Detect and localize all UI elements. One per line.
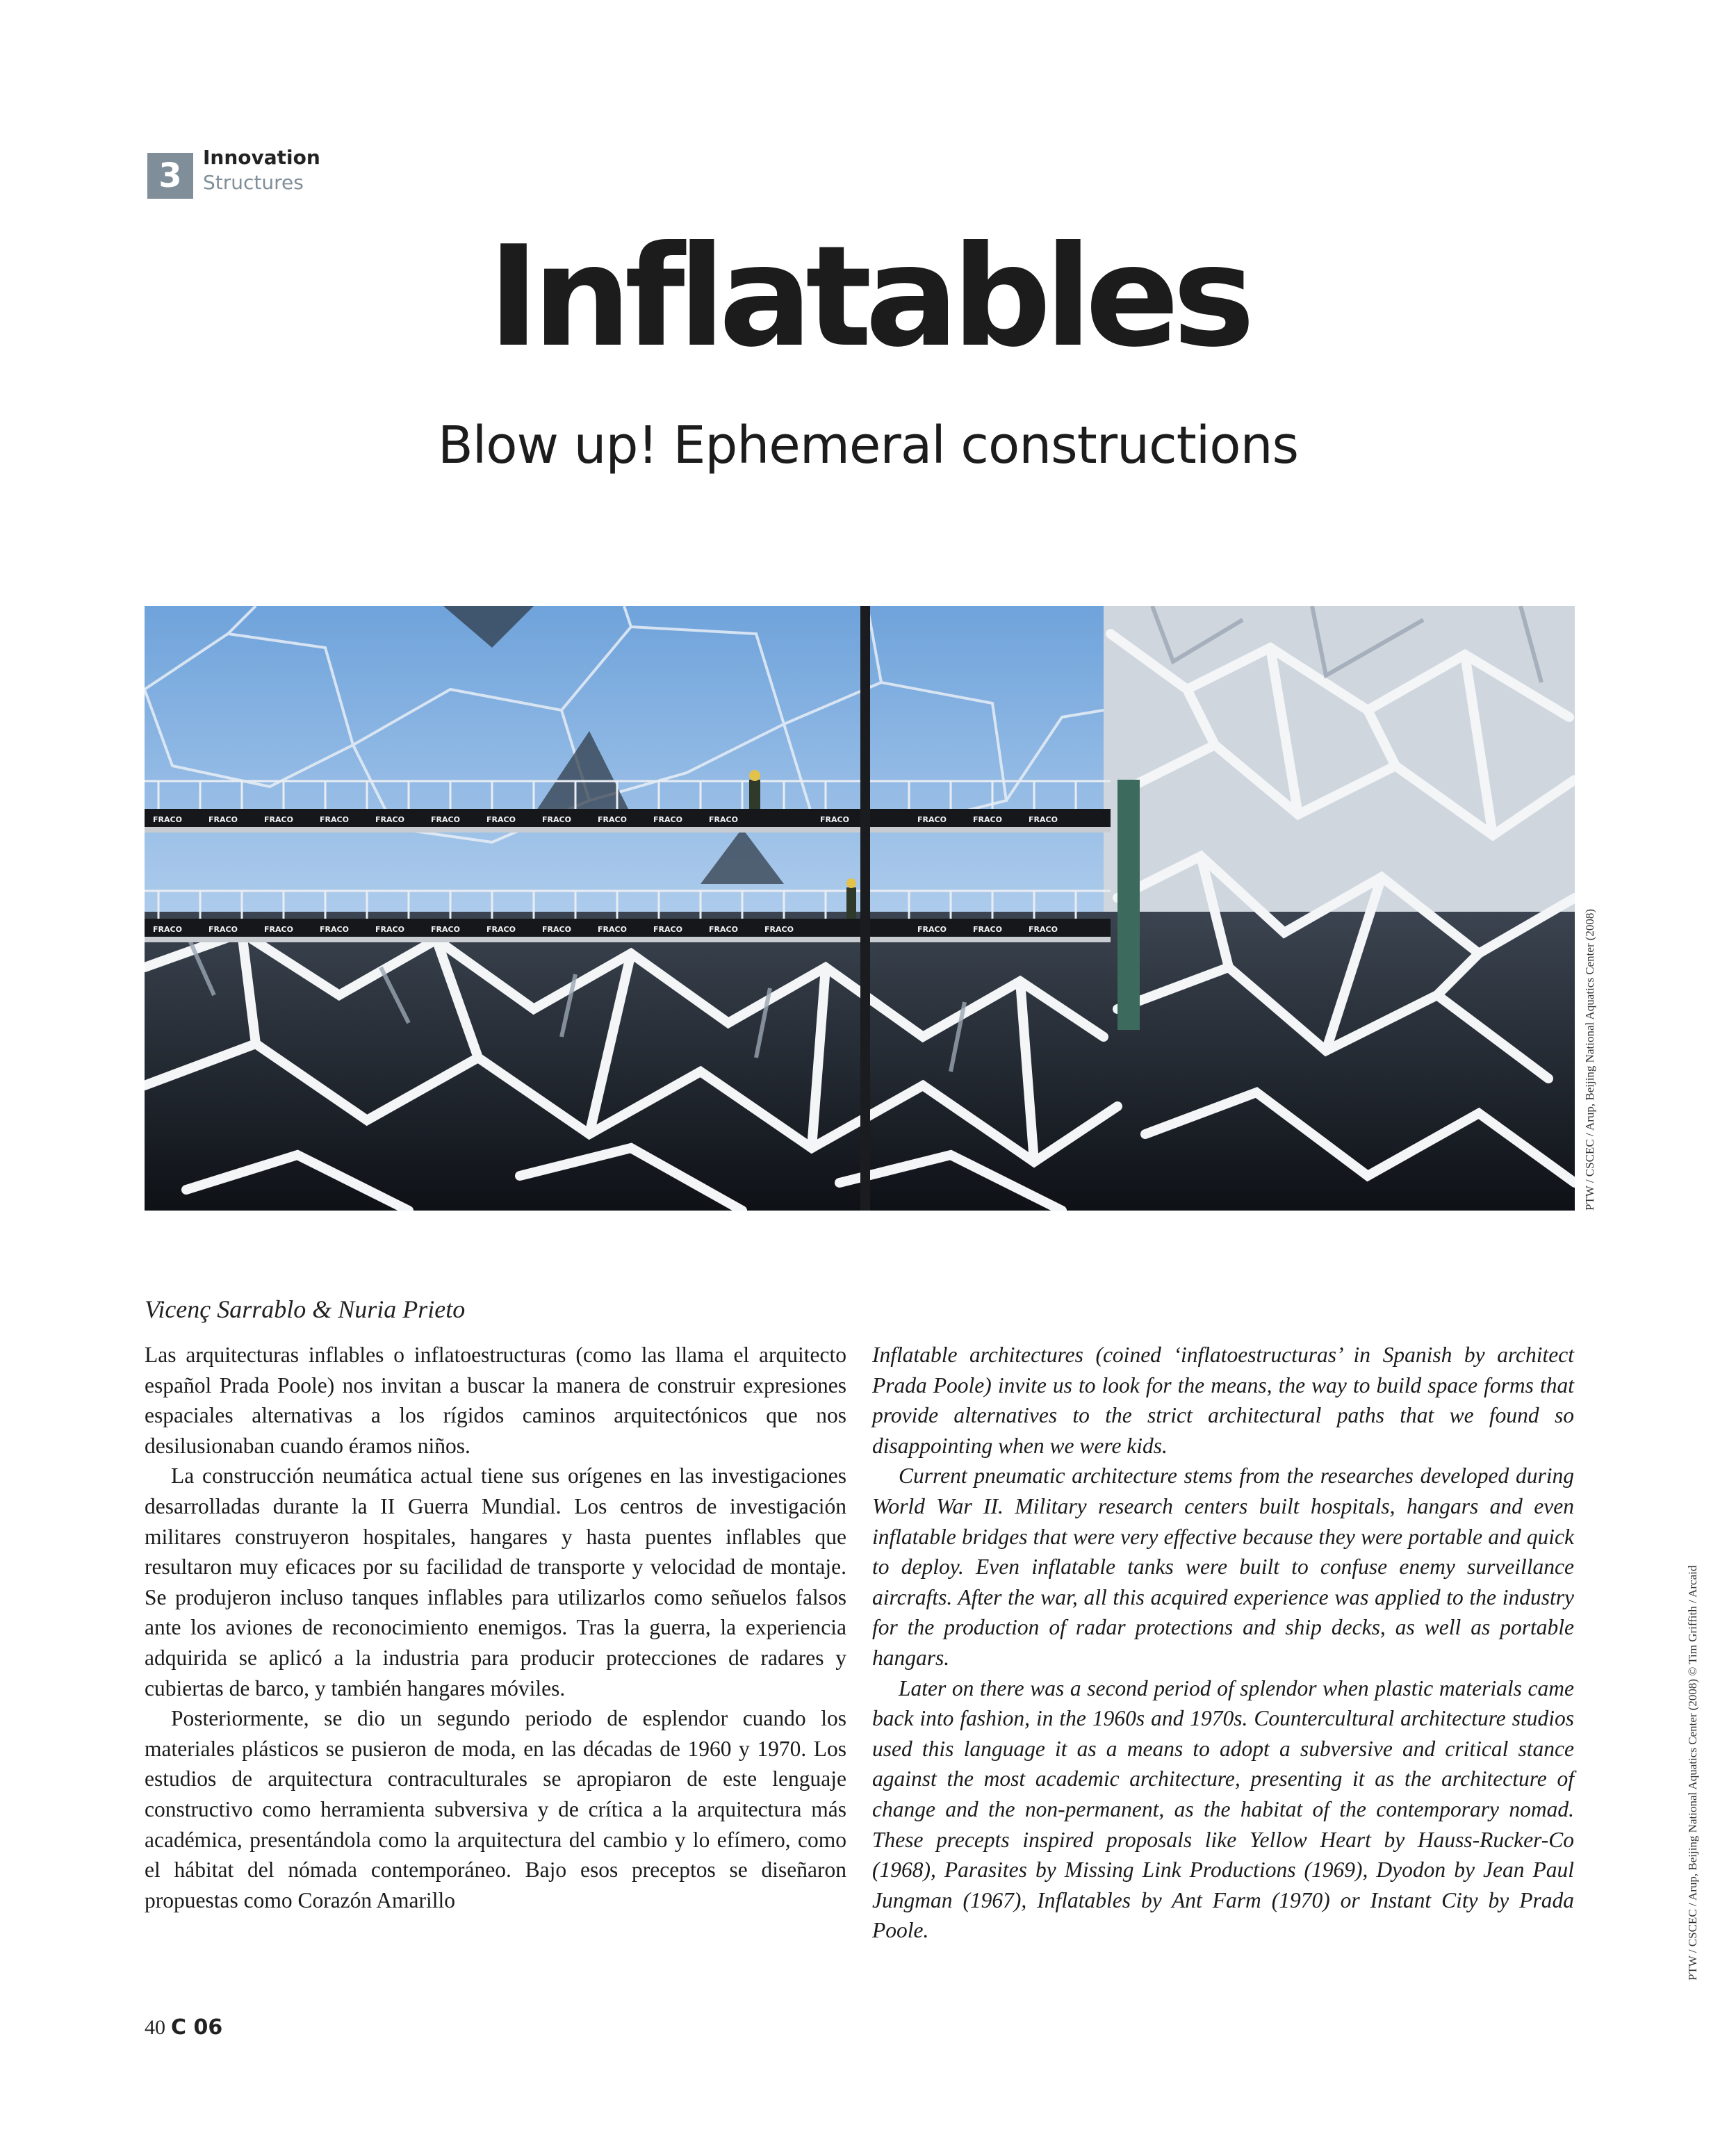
side-credit: PTW / CSCEC / Arup, Beijing National Aquatics Center (2008) © Tim Griffith / Arcaid — [1686, 1565, 1699, 1981]
scaffold-label: FRACO — [917, 815, 947, 824]
scaffold-label: FRACO — [1029, 815, 1058, 824]
scaffold-label: FRACO — [486, 815, 516, 824]
scaffold-label: FRACO — [320, 925, 349, 934]
scaffold-label: FRACO — [973, 925, 1002, 934]
english-column — [872, 1340, 1574, 1946]
scaffold-label: FRACO — [375, 925, 404, 934]
spanish-paragraph: Posteriormente, se dio un segundo periodo de esplendor cuando los materiales plásticos se pusieron de moda, en las décadas de 1960 y 1970. Los estudios de arquitectura contraculturales se apropiaron de este lenguaje constructivo como herramienta subversiva y de crítica a la arquitectura más académica, presentándola como la arquitectura del cambio y lo efímero, como el hábitat del nómada contemporáneo. Bajo esos preceptos se diseñaron propuestas como Corazón Amarillo — [145, 1706, 846, 1912]
scaffold-label: FRACO — [653, 925, 682, 934]
scaffold-label: FRACO — [709, 925, 738, 934]
scaffold-label: FRACO — [709, 815, 738, 824]
page-subtitle: Blow up! Ephemeral constructions — [437, 416, 1299, 475]
scaffold-label: FRACO — [320, 815, 349, 824]
scaffold-label: FRACO — [653, 815, 682, 824]
photo-credit: PTW / CSCEC / Arup, Beijing National Aquatics Center (2008) — [1583, 908, 1596, 1211]
scaffold-label: FRACO — [375, 815, 404, 824]
scaffold-label: FRACO — [264, 815, 293, 824]
spanish-paragraph: Las arquitecturas inflables o inflatoestructuras (como las llama el arquitecto español Prada Poole) nos invitan a buscar la manera de construir expresiones espaciales alternativas a los rígidos caminos arquitectónicos que nos desilusionaban cuando éramos niños. — [145, 1343, 846, 1458]
page-footer — [145, 2015, 222, 2040]
scaffold-label: FRACO — [153, 815, 182, 824]
scaffold-label: FRACO — [208, 815, 238, 824]
section-label-innovation: Innovation — [203, 146, 320, 169]
spanish-column — [145, 1340, 846, 1915]
english-paragraph: Later on there was a second period of splendor when plastic materials came back into fashion, in the 1960s and 1970s. Countercultural architecture studios used this language it as a means to adopt a subversive and critical stance against the most academic architecture, presenting it as the architecture of change and the non-permanent, as the habitat of the contemporary nomad. These precepts inspired proposals like Yellow Heart by Hauss-Rucker-Co (1968), Parasites by Missing Link Productions (1969), Dyodon by Jean Paul Jungman (1967), Inflatables by Ant Farm (1970) or Instant City by Prada Poole. — [872, 1675, 1574, 1943]
scaffold-label: FRACO — [973, 815, 1002, 824]
magazine-code: C 06 — [171, 2015, 223, 2040]
hero-photo — [145, 606, 1575, 1211]
section-tag — [147, 146, 320, 197]
scaffold-label: FRACO — [264, 925, 293, 934]
scaffold-label: FRACO — [598, 815, 627, 824]
page-title: Inflatables — [487, 216, 1249, 378]
scaffold-label: FRACO — [542, 815, 571, 824]
scaffold-label: FRACO — [764, 925, 794, 934]
scaffold-label: FRACO — [598, 925, 627, 934]
section-number: 3 — [147, 153, 193, 199]
page-number: 40 — [145, 2016, 165, 2039]
spanish-paragraph: La construcción neumática actual tiene sus orígenes en las investigaciones desarrolladas durante la II Guerra Mundial. Los centros de investigación militares construyeron hospitales, hangares y hasta puentes inflables que resultaron muy eficaces por su facilidad de transporte y velocidad de montaje. Se produjeron incluso tanques inflables para utilizarlos como señuelos falsos ante los aviones de reconocimiento enemigos. Tras la guerra, la experiencia adquirida se aplicó a la industria para producir protecciones de radares y cubiertas de barco, y también hangares móviles. — [145, 1464, 846, 1700]
scaffold-label: FRACO — [153, 925, 182, 934]
english-paragraph: Current pneumatic architecture stems from the researches developed during World War II. Military research centers built hospitals, hangars and even inflatable bridges that were very effective because they were portable and quick to deploy. Even inflatable tanks were built to confuse enemy surveillance aircrafts. After the war, all this acquired experience was applied to the industry for the production of radar protections and ship decks, as well as portable hangars. — [872, 1464, 1574, 1670]
scaffold-label: FRACO — [208, 925, 238, 934]
scaffold-label: FRACO — [431, 925, 460, 934]
section-label-structures: Structures — [203, 171, 304, 194]
scaffold-label: FRACO — [820, 815, 849, 824]
authors: Vicenç Sarrablo & Nuria Prieto — [145, 1295, 466, 1323]
scaffold-label: FRACO — [486, 925, 516, 934]
scaffold-label: FRACO — [431, 815, 460, 824]
scaffold-label: FRACO — [1029, 925, 1058, 934]
english-paragraph: Inflatable architectures (coined ‘inflatoestructuras’ in Spanish by architect Prada Poole) invite us to look for the means, the way to build space forms that provide alternatives to the strict architectural paths that we found so disappointing when we were kids. — [872, 1343, 1574, 1458]
scaffold-label: FRACO — [542, 925, 571, 934]
scaffold-label: FRACO — [917, 925, 947, 934]
